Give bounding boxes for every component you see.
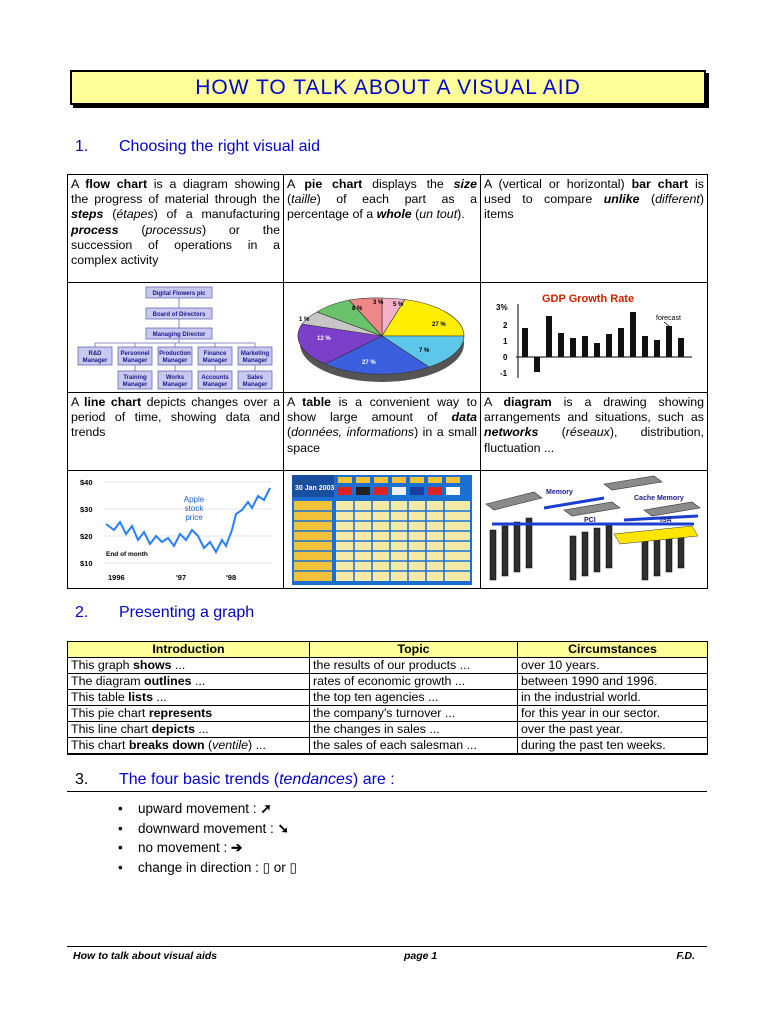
footer-page: page 1 bbox=[404, 950, 438, 962]
arrow-down-right-icon: ➘ bbox=[277, 820, 289, 836]
page-title: HOW TO TALK ABOUT A VISUAL AID bbox=[195, 75, 581, 99]
svg-text:'98: '98 bbox=[225, 572, 236, 582]
line-chart-desc: A line chart depicts changes over a period of time, showing data and trends bbox=[68, 393, 284, 471]
svg-text:price: price bbox=[184, 512, 203, 522]
svg-text:Apple: Apple bbox=[183, 494, 204, 504]
svg-text:GDP Growth Rate: GDP Growth Rate bbox=[542, 292, 635, 305]
table-row: This pie chart represents the company's turnover ... for this year in our sector. bbox=[68, 706, 708, 722]
section-2-heading bbox=[75, 604, 254, 622]
svg-text:7 %: 7 % bbox=[419, 347, 430, 354]
footer-left: How to talk about visual aids bbox=[73, 950, 218, 962]
svg-text:8 %: 8 % bbox=[352, 305, 363, 312]
arrow-right-icon: ➔ bbox=[231, 840, 243, 855]
svg-text:Manager: Manager bbox=[82, 357, 107, 364]
svg-text:Sales: Sales bbox=[246, 374, 263, 381]
svg-text:Manager: Manager bbox=[162, 381, 187, 388]
svg-text:27 %: 27 % bbox=[362, 359, 376, 366]
section-title: Choosing the right visual aid bbox=[119, 138, 321, 155]
pie-chart-image bbox=[284, 283, 481, 393]
svg-text:2: 2 bbox=[503, 320, 508, 330]
diagram-desc: A diagram is a drawing showing arrangements and situations, such as networks (réseaux), distribution, fluctuation ... bbox=[481, 393, 708, 471]
page-footer bbox=[67, 946, 707, 962]
svg-text:ISA: ISA bbox=[660, 516, 672, 524]
list-item: • upward movement : ➚ bbox=[118, 799, 297, 819]
table-illustration bbox=[292, 475, 472, 585]
list-item: • downward movement : ➘ bbox=[118, 819, 297, 839]
svg-text:Manager: Manager bbox=[122, 381, 147, 388]
table-row: This line chart depicts ... the changes in sales ... over the past year. bbox=[68, 722, 708, 738]
diagram-illustration bbox=[484, 474, 704, 586]
org-md: Managing Director bbox=[152, 331, 205, 338]
svg-text:Manager: Manager bbox=[202, 381, 227, 388]
svg-text:Manager: Manager bbox=[242, 357, 267, 364]
svg-text:'97: '97 bbox=[175, 572, 186, 582]
svg-text:$10: $10 bbox=[79, 558, 93, 568]
presenting-table bbox=[67, 641, 708, 755]
svg-text:3%: 3% bbox=[496, 302, 508, 312]
svg-text:Marketing: Marketing bbox=[240, 350, 269, 357]
line-illustration bbox=[76, 474, 276, 586]
col-topic: Topic bbox=[310, 642, 518, 658]
svg-text:-1: -1 bbox=[500, 368, 508, 378]
svg-text:PCI: PCI bbox=[584, 516, 596, 524]
svg-text:R&D: R&D bbox=[88, 350, 101, 357]
title-box bbox=[70, 70, 706, 105]
svg-text:1996: 1996 bbox=[107, 572, 125, 582]
svg-text:Manager: Manager bbox=[162, 357, 187, 364]
svg-text:Manager: Manager bbox=[242, 381, 267, 388]
flow-chart-image bbox=[68, 283, 284, 393]
section-3-rule bbox=[67, 791, 707, 792]
pie-illustration bbox=[287, 288, 477, 388]
svg-text:Production: Production bbox=[158, 350, 191, 357]
svg-text:Personnel: Personnel bbox=[119, 350, 150, 357]
flow-chart-desc: A flow chart is a diagram showing the progress of material through the steps (étapes) of a manufacturing process (processus) or the succession of operations in a complex activity bbox=[68, 175, 284, 283]
svg-text:$30: $30 bbox=[79, 504, 93, 514]
bar-chart-image bbox=[481, 283, 708, 393]
table-desc: A table is a convenient way to show large amount of data (données, informations) in a small space bbox=[284, 393, 481, 471]
list-item: • no movement : ➔ bbox=[118, 838, 297, 858]
svg-text:$40: $40 bbox=[79, 477, 93, 487]
visual-aids-table bbox=[67, 174, 708, 589]
table-row: This table lists ... the top ten agencies ... in the industrial world. bbox=[68, 690, 708, 706]
col-introduction: Introduction bbox=[68, 642, 310, 658]
section-number: 3. bbox=[75, 771, 89, 788]
svg-text:stock: stock bbox=[184, 503, 203, 513]
svg-text:1 %: 1 % bbox=[299, 316, 310, 323]
list-item: • change in direction : ▯ or ▯ bbox=[118, 858, 297, 878]
table-row: This chart breaks down (ventile) ... the sales of each salesman ... during the past ten weeks. bbox=[68, 738, 708, 755]
svg-text:30 Jan 2003: 30 Jan 2003 bbox=[295, 484, 335, 492]
svg-text:27 %: 27 % bbox=[432, 321, 446, 328]
svg-text:End of month: End of month bbox=[105, 550, 148, 558]
placeholder-glyph-icon: ▯ or ▯ bbox=[262, 859, 297, 875]
pie-chart-desc: A pie chart displays the size (taille) of each part as a percentage of a whole (un tout). bbox=[284, 175, 481, 283]
section-number: 1. bbox=[75, 138, 89, 155]
svg-text:Finance: Finance bbox=[203, 350, 226, 357]
diagram-image bbox=[481, 471, 708, 589]
section-number: 2. bbox=[75, 604, 89, 621]
table-row: The diagram outlines ... rates of economic growth ... between 1990 and 1996. bbox=[68, 674, 708, 690]
svg-text:Manager: Manager bbox=[202, 357, 227, 364]
svg-text:Works: Works bbox=[165, 374, 184, 381]
svg-text:Training: Training bbox=[122, 374, 147, 381]
svg-text:0: 0 bbox=[503, 352, 508, 362]
org-board: Board of Directors bbox=[152, 311, 205, 318]
org-top: Digital Flowers plc bbox=[151, 290, 206, 297]
svg-text:Accounts: Accounts bbox=[200, 374, 229, 381]
svg-text:1: 1 bbox=[503, 336, 508, 346]
arrow-up-right-icon: ➚ bbox=[260, 801, 272, 816]
org-chart bbox=[76, 285, 276, 391]
section-1-heading bbox=[75, 138, 320, 156]
svg-text:$20: $20 bbox=[79, 531, 93, 541]
table-image bbox=[284, 471, 481, 589]
bar-chart-desc: A (vertical or horizontal) bar chart is used to compare unlike (different) items bbox=[481, 175, 708, 283]
line-chart-image bbox=[68, 471, 284, 589]
footer-right: F.D. bbox=[676, 950, 695, 962]
svg-text:forecast: forecast bbox=[656, 314, 681, 322]
svg-text:Cache Memory: Cache Memory bbox=[634, 494, 684, 502]
section-title: Presenting a graph bbox=[119, 604, 255, 621]
trends-list bbox=[118, 799, 297, 877]
section-title: The four basic trends (tendances) are : bbox=[119, 771, 395, 788]
svg-text:Manager: Manager bbox=[122, 357, 147, 364]
svg-text:12 %: 12 % bbox=[317, 335, 331, 342]
svg-text:5 %: 5 % bbox=[393, 301, 404, 308]
table-row: This graph shows ... the results of our products ... over 10 years. bbox=[68, 658, 708, 674]
svg-text:3 %: 3 % bbox=[373, 299, 384, 306]
svg-text:Memory: Memory bbox=[546, 488, 573, 496]
bar-illustration bbox=[494, 288, 694, 388]
col-circumstances: Circumstances bbox=[518, 642, 708, 658]
section-3-heading bbox=[75, 771, 395, 789]
